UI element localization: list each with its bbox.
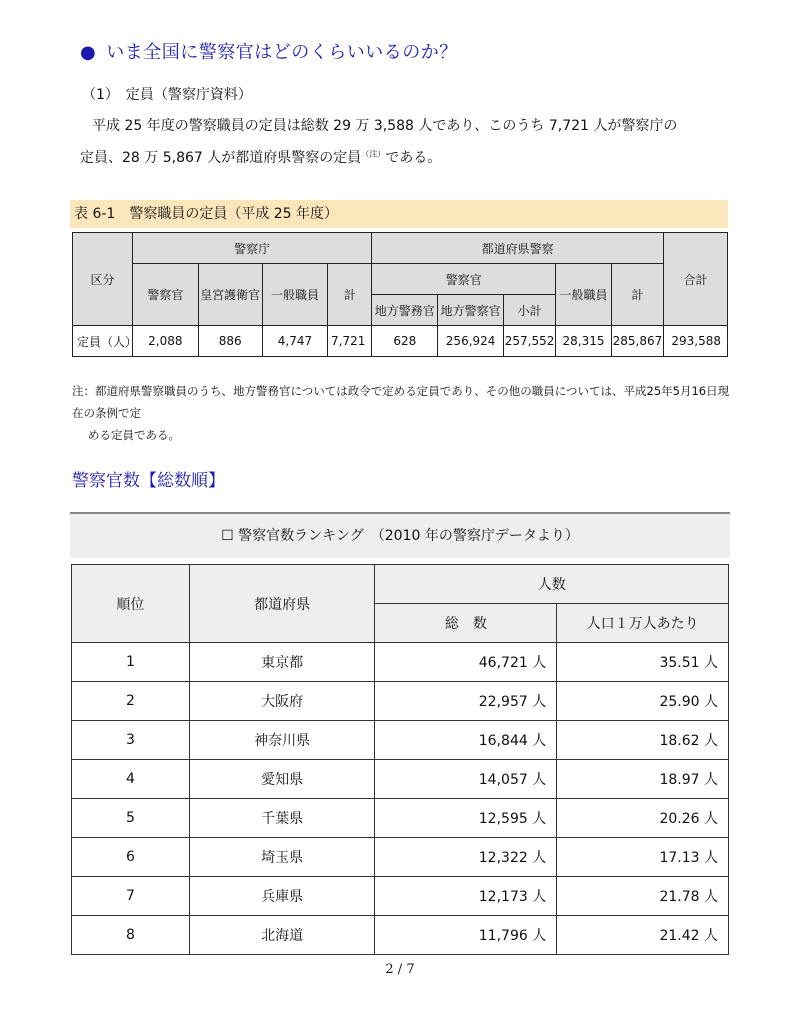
header-npa-general: 一般職員 xyxy=(262,264,328,326)
header-subtotal: 小計 xyxy=(504,295,556,326)
per-capita-cell: 18.97 人 xyxy=(557,760,729,799)
bullet-icon: ● xyxy=(80,42,97,63)
rank-cell: 1 xyxy=(72,643,190,682)
total-cell: 12,595 人 xyxy=(375,799,557,838)
footnote-marker: （注） xyxy=(361,149,386,158)
total-cell: 16,844 人 xyxy=(375,721,557,760)
per-capita-cell: 18.62 人 xyxy=(557,721,729,760)
header-kubun: 区分 xyxy=(73,233,133,326)
header-pref-sum: 計 xyxy=(611,264,663,326)
prefecture-cell: 大阪府 xyxy=(189,682,375,721)
header-count: 人数 xyxy=(375,565,729,604)
table-row xyxy=(72,682,729,721)
paragraph-line-2-end: である。 xyxy=(385,149,442,166)
ranking-caption: ☐ 警察官数ランキング （2010 年の警察庁データより） xyxy=(70,512,730,558)
table-caption: 表 6-1 警察職員の定員（平成 25 年度） xyxy=(70,200,728,228)
table-row xyxy=(72,721,729,760)
page-heading xyxy=(80,38,458,64)
prefecture-cell: 神奈川県 xyxy=(189,721,375,760)
total-cell: 12,173 人 xyxy=(375,877,557,916)
cell-value: 886 xyxy=(198,326,262,357)
prefecture-cell: 千葉県 xyxy=(189,799,375,838)
prefecture-cell: 北海道 xyxy=(189,916,375,955)
header-local-officer: 地方警務官 xyxy=(372,295,438,326)
prefecture-cell: 埼玉県 xyxy=(189,838,375,877)
table-row xyxy=(72,760,729,799)
prefecture-cell: 兵庫県 xyxy=(189,877,375,916)
header-npa: 警察庁 xyxy=(132,233,371,264)
table-row xyxy=(73,326,728,357)
subheading: （1） 定員（警察庁資料） xyxy=(82,87,252,103)
staff-quota-table xyxy=(72,232,728,357)
cell-value: 7,721 xyxy=(328,326,372,357)
rank-cell: 8 xyxy=(72,916,190,955)
total-cell: 12,322 人 xyxy=(375,838,557,877)
total-cell: 46,721 人 xyxy=(375,643,557,682)
total-cell: 11,796 人 xyxy=(375,916,557,955)
per-capita-cell: 17.13 人 xyxy=(557,838,729,877)
prefecture-cell: 愛知県 xyxy=(189,760,375,799)
row-label: 定員（人） xyxy=(73,326,133,357)
prefecture-cell: 東京都 xyxy=(189,643,375,682)
note-line-1: 注：都道府県警察職員のうち、地方警務官については政令で定める定員であり、その他の職員については、平成25年5月16日現在の条例で定 xyxy=(72,384,730,420)
header-total-count: 総 数 xyxy=(375,604,557,643)
paragraph-line-2-text: 定員、28 万 5,867 人が都道府県警察の定員 xyxy=(80,149,362,166)
table-row xyxy=(72,877,729,916)
header-pref-general: 一般職員 xyxy=(556,264,612,326)
note-line-2: める定員である。 xyxy=(88,428,180,442)
header-per-10k: 人口１万人あたり xyxy=(557,604,729,643)
header-npa-sum: 計 xyxy=(328,264,372,326)
rank-cell: 2 xyxy=(72,682,190,721)
cell-value: 285,867 xyxy=(611,326,663,357)
header-imperial-guard: 皇宮護衛官 xyxy=(198,264,262,326)
table-note xyxy=(72,380,732,446)
per-capita-cell: 25.90 人 xyxy=(557,682,729,721)
table-row xyxy=(72,799,729,838)
cell-value: 4,747 xyxy=(262,326,328,357)
header-pref-police: 警察官 xyxy=(372,264,556,295)
heading-text: いま全国に警察官はどのくらいいるのか？ xyxy=(106,42,458,63)
per-capita-cell: 21.78 人 xyxy=(557,877,729,916)
rank-cell: 4 xyxy=(72,760,190,799)
cell-value: 256,924 xyxy=(438,326,504,357)
intro-paragraph xyxy=(80,112,740,172)
rank-cell: 3 xyxy=(72,721,190,760)
header-prefecture: 都道府県 xyxy=(189,565,375,643)
page-number: 2 / 7 xyxy=(385,962,415,977)
header-local-police: 地方警察官 xyxy=(438,295,504,326)
cell-value: 628 xyxy=(372,326,438,357)
table-row xyxy=(72,838,729,877)
table-row xyxy=(72,916,729,955)
table-row xyxy=(72,643,729,682)
section-title: 警察官数【総数順】 xyxy=(72,471,225,491)
per-capita-cell: 21.42 人 xyxy=(557,916,729,955)
paragraph-line-1: 平成 25 年度の警察職員の定員は総数 29 万 3,588 人であり、このうち 7,721 人が警察庁の xyxy=(92,118,678,134)
cell-value: 28,315 xyxy=(556,326,612,357)
cell-value: 293,588 xyxy=(663,326,727,357)
per-capita-cell: 20.26 人 xyxy=(557,799,729,838)
paragraph-line-2 xyxy=(80,150,441,166)
header-rank: 順位 xyxy=(72,565,190,643)
rank-cell: 7 xyxy=(72,877,190,916)
header-npa-police: 警察官 xyxy=(132,264,198,326)
cell-value: 2,088 xyxy=(132,326,198,357)
header-total: 合計 xyxy=(663,233,727,326)
total-cell: 22,957 人 xyxy=(375,682,557,721)
total-cell: 14,057 人 xyxy=(375,760,557,799)
rank-cell: 5 xyxy=(72,799,190,838)
cell-value: 257,552 xyxy=(504,326,556,357)
per-capita-cell: 35.51 人 xyxy=(557,643,729,682)
ranking-table xyxy=(71,564,729,955)
rank-cell: 6 xyxy=(72,838,190,877)
header-prefectural: 都道府県警察 xyxy=(372,233,664,264)
